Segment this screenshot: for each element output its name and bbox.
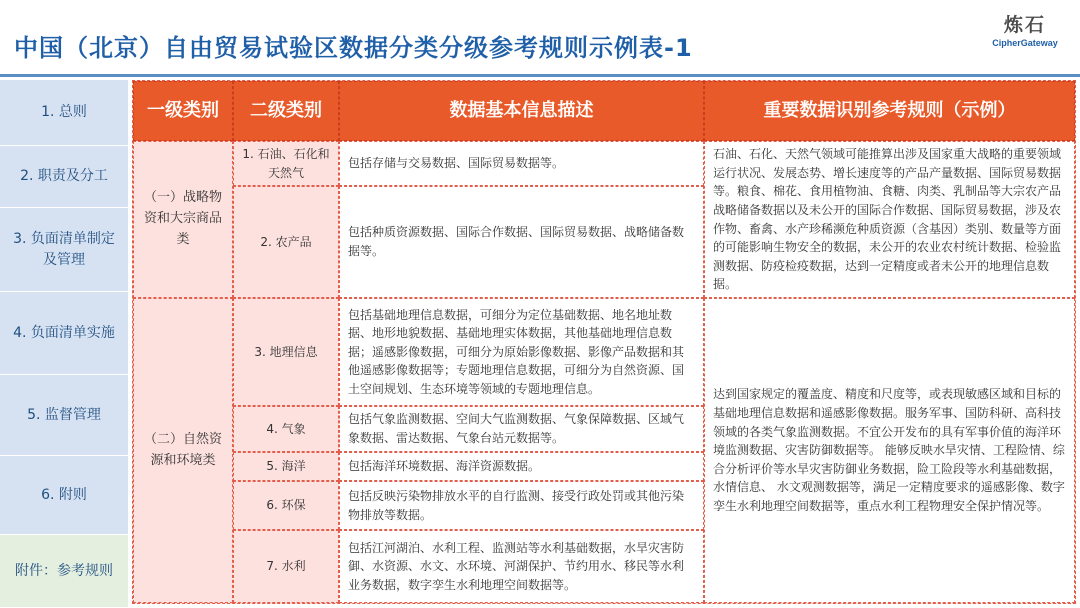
description-petroleum: 包括存储与交易数据、国际贸易数据等。 — [339, 141, 704, 186]
level2-agricultural: 2. 农产品 — [233, 186, 339, 298]
level1-strategic-materials: （一）战略物资和大宗商品类 — [133, 141, 233, 298]
logo-main-text: 炼石 — [1003, 14, 1046, 36]
level2-environment: 6. 环保 — [233, 481, 339, 530]
header-level1: 一级类别 — [133, 81, 233, 141]
sidebar-nav — [0, 80, 128, 608]
sidebar-item-duties[interactable] — [0, 146, 128, 208]
rules-natural-resources: 达到国家规定的覆盖度、精度和尺度等，或表现敏感区域和目标的基础地理信息数据和遥感影像数据。服务军事、国防科研、高科技领域的各类气象监测数据。不宜公开发布的具有军事价值的海洋环境监测数据、灾害防御数据等。 能够反映水旱灾情、工程险情、综合分析评价等水旱灾害防御业务数据，险工险段等水利基础数据，水情信息、 水文观测数据等，满足一定精度要求的遥感影像、数字孪生水利地理空间数据等，重点水利工程物理安全保护情况等。 — [704, 298, 1075, 603]
description-environment: 包括反映污染物排放水平的自行监测、接受行政处罚或其他污染物排放等数据。 — [339, 481, 704, 530]
sidebar-item-label: 1. 总则 — [41, 104, 87, 121]
level2-ocean: 5. 海洋 — [233, 452, 339, 481]
page-title: 中国（北京）自由贸易试验区数据分类分级参考规则示例表-1 — [14, 34, 693, 62]
description-agricultural: 包括种质资源数据、国际合作数据、国际贸易数据、战略储备数据等。 — [339, 186, 704, 298]
header-description: 数据基本信息描述 — [339, 81, 704, 141]
level2-meteorology: 4. 气象 — [233, 406, 339, 452]
description-geographic: 包括基础地理信息数据，可细分为定位基础数据、地名地址数据、地形地貌数据、基础地理实体数据，其他基础地理信息数据；遥感影像数据，可细分为原始影像数据、影像产品数据和其他遥感影像数据等；专题地理信息数据，可细分为自然资源、国土空间规划、生态环境等领域的专题地理信息。 — [339, 298, 704, 406]
description-meteorology: 包括气象监测数据、空间大气监测数据、气象保障数据、区域气象数据、雷达数据、气象台站元数据等。 — [339, 406, 704, 452]
sidebar-item-label: 3. 负面清单制定及管理 — [13, 231, 115, 268]
header-rules: 重要数据识别参考规则（示例） — [704, 81, 1075, 141]
sidebar-item-label: 附件：参考规则 — [15, 562, 113, 579]
logo-sub-text: CipherGateway — [992, 38, 1058, 48]
sidebar-item-negative-list-formulation[interactable] — [0, 208, 128, 292]
description-water-resources: 包括江河湖泊、水利工程、监测站等水利基础数据，水旱灾害防御、水资源、水文、水环境、河湖保护、节约用水、移民等水利业务数据，数字孪生水利地理空间数据等。 — [339, 530, 704, 603]
sidebar-item-label: 2. 职责及分工 — [20, 168, 108, 185]
sidebar-item-label: 5. 监督管理 — [27, 406, 101, 423]
sidebar-item-appendix[interactable] — [0, 535, 128, 608]
level1-natural-resources: （二）自然资源和环境类 — [133, 298, 233, 603]
sidebar-item-supplementary[interactable] — [0, 456, 128, 535]
level2-geographic: 3. 地理信息 — [233, 298, 339, 406]
classification-table — [132, 80, 1076, 604]
description-ocean: 包括海洋环境数据、海洋资源数据。 — [339, 452, 704, 481]
sidebar-item-supervision[interactable] — [0, 375, 128, 456]
sidebar-item-label: 4. 负面清单实施 — [13, 324, 115, 341]
rules-strategic-materials: 石油、石化、天然气领域可能推算出涉及国家重大战略的重要领域运行状况、发展态势、增长速度等的产品产量数据、国际贸易数据等。粮食、棉花、食用植物油、食糖、肉类、乳制品等大宗农产品战略储备数据以及未公开的国际合作数据、国际贸易数据，涉及农作物、畜禽、水产珍稀濒危种质资源（含基因）类别、数量等方面的可能影响生物安全的数据，未公开的农业农村统计数据、检验监测数据、防疫检疫数据，达到一定精度或者未公开的地理信息数据。 — [704, 141, 1075, 298]
header-level2: 二级类别 — [233, 81, 339, 141]
sidebar-item-label: 6. 附则 — [41, 486, 87, 503]
level2-water-resources: 7. 水利 — [233, 530, 339, 603]
title-divider — [0, 74, 1080, 77]
logo — [980, 10, 1070, 54]
sidebar-item-negative-list-implementation[interactable] — [0, 292, 128, 375]
level2-petroleum: 1. 石油、石化和天然气 — [233, 141, 339, 186]
sidebar-item-general[interactable] — [0, 80, 128, 146]
